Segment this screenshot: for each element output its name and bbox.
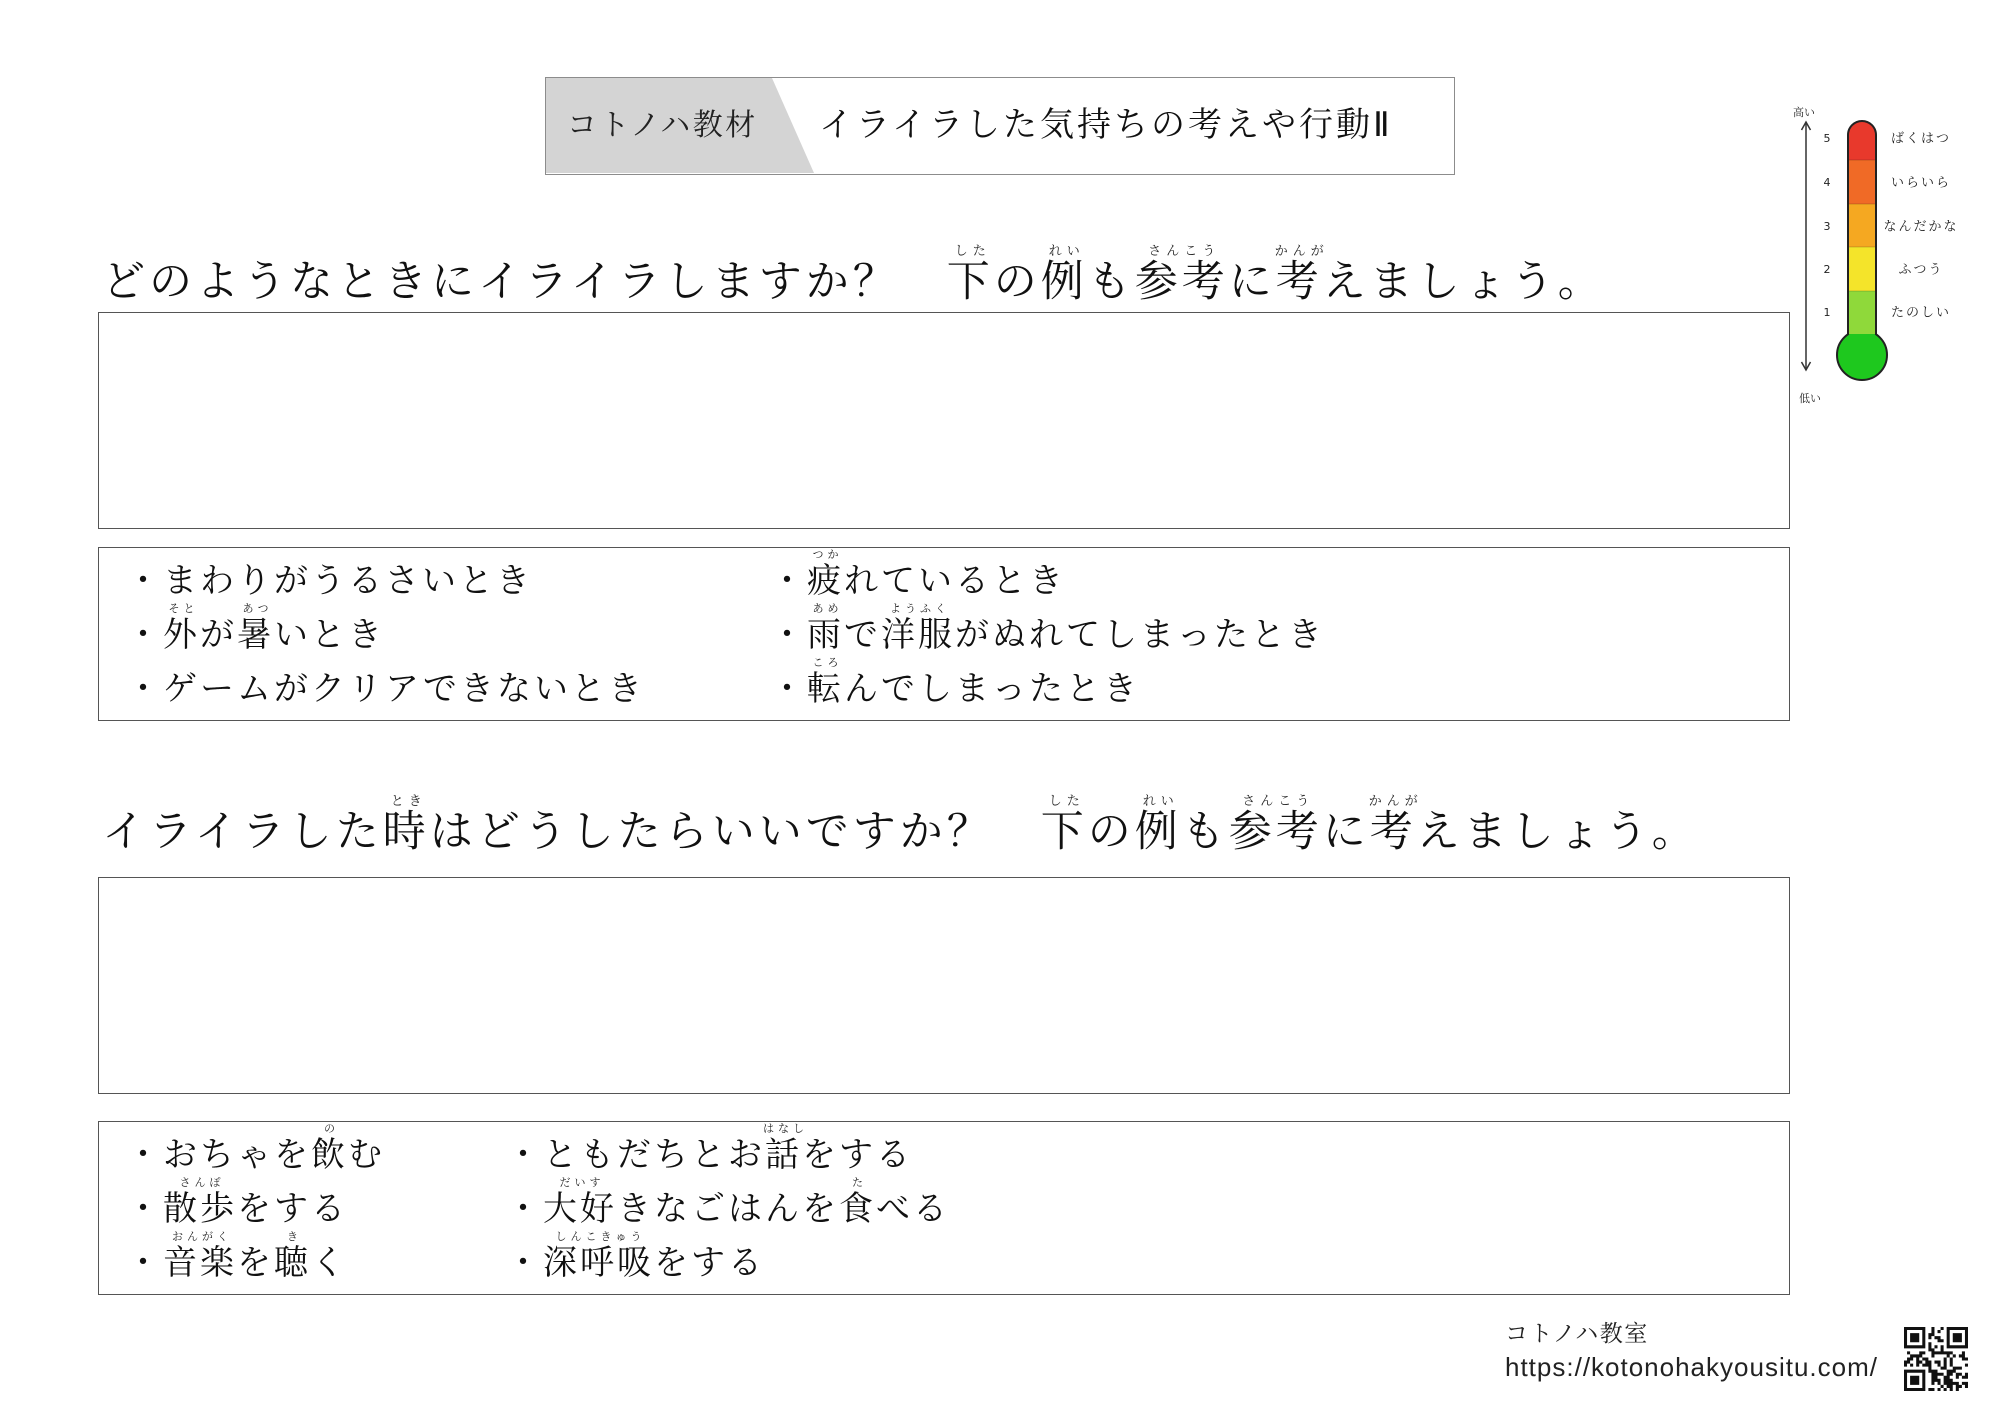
text-run: えましょう。 [1416, 807, 1699, 857]
ruby-word [1040, 794, 1088, 857]
level-1-segment [1846, 291, 1878, 334]
ruby-base: 下 [1040, 807, 1088, 857]
furigana: だいす [559, 1176, 605, 1189]
scale-arrow [1802, 122, 1811, 370]
ruby-word [807, 656, 844, 716]
furigana: した [954, 244, 991, 259]
anger-thermometer [1780, 100, 1980, 410]
furigana: そと [168, 602, 199, 615]
text-run: も [1181, 807, 1229, 857]
ruby-base: 雨 [807, 615, 844, 655]
examples-right-column [506, 1122, 950, 1290]
example-item [126, 554, 645, 608]
text-run: に [1322, 807, 1370, 857]
text-run: ・ [506, 1189, 543, 1229]
ruby-base: 外 [163, 615, 200, 655]
example-item [126, 602, 645, 662]
ruby-base: 疲 [807, 561, 844, 601]
level-number: 1 [1823, 306, 1831, 319]
text-run: を [237, 1243, 274, 1283]
level-number: 2 [1823, 263, 1831, 276]
text-run: ・ともだちとお [506, 1135, 765, 1175]
level-number: 5 [1823, 132, 1831, 145]
question-2-heading [102, 794, 1699, 857]
text-run: べる [876, 1189, 950, 1229]
ruby-base: 深呼吸 [543, 1243, 654, 1283]
furigana: さんこう [1148, 244, 1221, 259]
text-run: く [311, 1243, 348, 1283]
ruby-base: 大好 [543, 1189, 617, 1229]
thermometer-tube-fill [1846, 119, 1878, 344]
ruby-word [543, 1230, 654, 1290]
ruby-base: 参考 [1228, 807, 1323, 857]
ruby-word [274, 1230, 311, 1290]
text-run: の [1087, 807, 1135, 857]
text-run: ・ [770, 669, 807, 709]
ruby-base: 時 [382, 807, 430, 857]
text-run: ・ [770, 615, 807, 655]
examples-box-1 [98, 547, 1790, 721]
examples-left-column [126, 1122, 385, 1290]
text-run: ・ゲームがクリアできないとき [126, 669, 646, 709]
text-run: をする [654, 1243, 765, 1283]
question-1-heading [102, 244, 1605, 307]
furigana: かんが [1274, 244, 1329, 259]
level-2-segment [1846, 247, 1878, 291]
ruby-word [1040, 244, 1088, 307]
text-run: れているとき [844, 561, 1066, 601]
ruby-base: 考 [1369, 807, 1417, 857]
text-run: ・ [126, 1243, 163, 1283]
example-item [506, 1230, 950, 1290]
furigana: はなし [763, 1122, 808, 1135]
worksheet-title-box [545, 77, 1455, 175]
text-run: んでしまったとき [844, 669, 1140, 709]
ruby-word [807, 548, 844, 608]
furigana: れい [1142, 794, 1179, 809]
text-run: ・ [770, 561, 807, 601]
ruby-word [763, 1122, 808, 1182]
text-run: きなごはんを [617, 1189, 839, 1229]
qr-code [1904, 1327, 1968, 1391]
ruby-base: 考 [1275, 257, 1323, 307]
ruby-word [1228, 794, 1323, 857]
furigana: き [287, 1230, 302, 1243]
furigana: さんこう [1242, 794, 1315, 809]
furigana: あつ [242, 602, 273, 615]
example-item [506, 1122, 950, 1182]
text-run: はどうしたらいいですか？ [429, 807, 1041, 857]
footer-url-link[interactable]: https://kotonohakyousitu.com/ [1505, 1352, 1878, 1382]
ruby-word [881, 602, 955, 662]
high-label: 高い [1793, 106, 1815, 119]
text-run: えましょう。 [1322, 257, 1605, 307]
text-run: をする [237, 1189, 348, 1229]
ruby-base: 飲 [311, 1135, 348, 1175]
level-4-segment [1846, 160, 1878, 204]
ruby-base: 話 [765, 1135, 802, 1175]
examples-box-2 [98, 1121, 1790, 1295]
answer-box-1 [98, 312, 1790, 529]
ruby-base: 下 [946, 257, 994, 307]
ruby-base: 例 [1040, 257, 1088, 307]
level-number: 3 [1823, 220, 1831, 233]
ruby-base: 散歩 [163, 1189, 237, 1229]
ruby-word [1368, 794, 1423, 857]
text-run: も [1087, 257, 1135, 307]
ruby-word [311, 1122, 348, 1182]
examples-left-column [126, 554, 645, 716]
ruby-word [163, 1230, 237, 1290]
example-item [126, 1176, 385, 1236]
example-item [770, 548, 1325, 608]
furigana: ようふく [890, 602, 950, 615]
ruby-word [163, 602, 200, 662]
footer-organization: コトノハ教室 [1505, 1321, 1649, 1347]
text-run: ・ [506, 1243, 543, 1283]
text-run: いとき [274, 615, 385, 655]
furigana: つか [812, 548, 843, 561]
publisher-tag: コトノハ教材 [567, 108, 758, 143]
example-item [506, 1176, 950, 1236]
ruby-base: 例 [1134, 807, 1182, 857]
furigana: しんこきゅう [555, 1230, 646, 1243]
ruby-base: 聴 [274, 1243, 311, 1283]
level-number: 4 [1823, 176, 1831, 189]
furigana: ころ [812, 656, 843, 669]
ruby-base: 暑 [237, 615, 274, 655]
example-item [126, 1230, 385, 1290]
example-item [126, 662, 645, 716]
example-item [770, 602, 1325, 662]
ruby-word [163, 1176, 237, 1236]
example-item [126, 1122, 385, 1182]
furigana: れい [1048, 244, 1085, 259]
low-label: 低い [1799, 392, 1821, 405]
level-label: なんだかな [1883, 219, 1959, 235]
examples-right-column [770, 548, 1325, 716]
ruby-word [1134, 794, 1182, 857]
level-label: ふつう [1898, 262, 1944, 278]
level-3-segment [1846, 204, 1878, 247]
text-run: をする [802, 1135, 913, 1175]
answer-box-2 [98, 877, 1790, 1094]
text-run: の [993, 257, 1041, 307]
ruby-word [807, 602, 844, 662]
text-run: ・ [126, 615, 163, 655]
text-run: が [200, 615, 237, 655]
text-run: どのようなときにイライラしますか？ [102, 257, 947, 307]
text-run: ・ [126, 1189, 163, 1229]
ruby-word [382, 794, 430, 857]
furigana: した [1048, 794, 1085, 809]
level-label: ばくはつ [1890, 131, 1952, 147]
example-item [770, 656, 1325, 716]
furigana: た [852, 1176, 867, 1189]
furigana: さんぽ [179, 1176, 225, 1189]
ruby-word [839, 1176, 876, 1236]
text-run: ・まわりがうるさいとき [126, 561, 533, 601]
ruby-base: 転 [807, 669, 844, 709]
ruby-word [1134, 244, 1229, 307]
worksheet-title: イライラした気持ちの考えや行動Ⅱ [819, 105, 1393, 145]
text-run: む [348, 1135, 385, 1175]
ruby-base: 洋服 [881, 615, 955, 655]
ruby-base: 参考 [1134, 257, 1229, 307]
ruby-word [1274, 244, 1329, 307]
furigana: の [324, 1122, 339, 1135]
text-run: ・おちゃを [126, 1135, 311, 1175]
text-run: イライラした [102, 807, 383, 857]
text-run: に [1228, 257, 1276, 307]
furigana: おんがく [172, 1230, 232, 1243]
level-label: たのしい [1890, 305, 1952, 321]
furigana: あめ [812, 602, 843, 615]
furigana: とき [390, 794, 427, 809]
ruby-word [946, 244, 994, 307]
ruby-base: 音楽 [163, 1243, 237, 1283]
text-run: がぬれてしまったとき [955, 615, 1325, 655]
level-label: いらいら [1890, 175, 1952, 191]
text-run: で [844, 615, 881, 655]
ruby-word [543, 1176, 617, 1236]
ruby-word [237, 602, 274, 662]
ruby-base: 食 [839, 1189, 876, 1229]
furigana: かんが [1368, 794, 1423, 809]
